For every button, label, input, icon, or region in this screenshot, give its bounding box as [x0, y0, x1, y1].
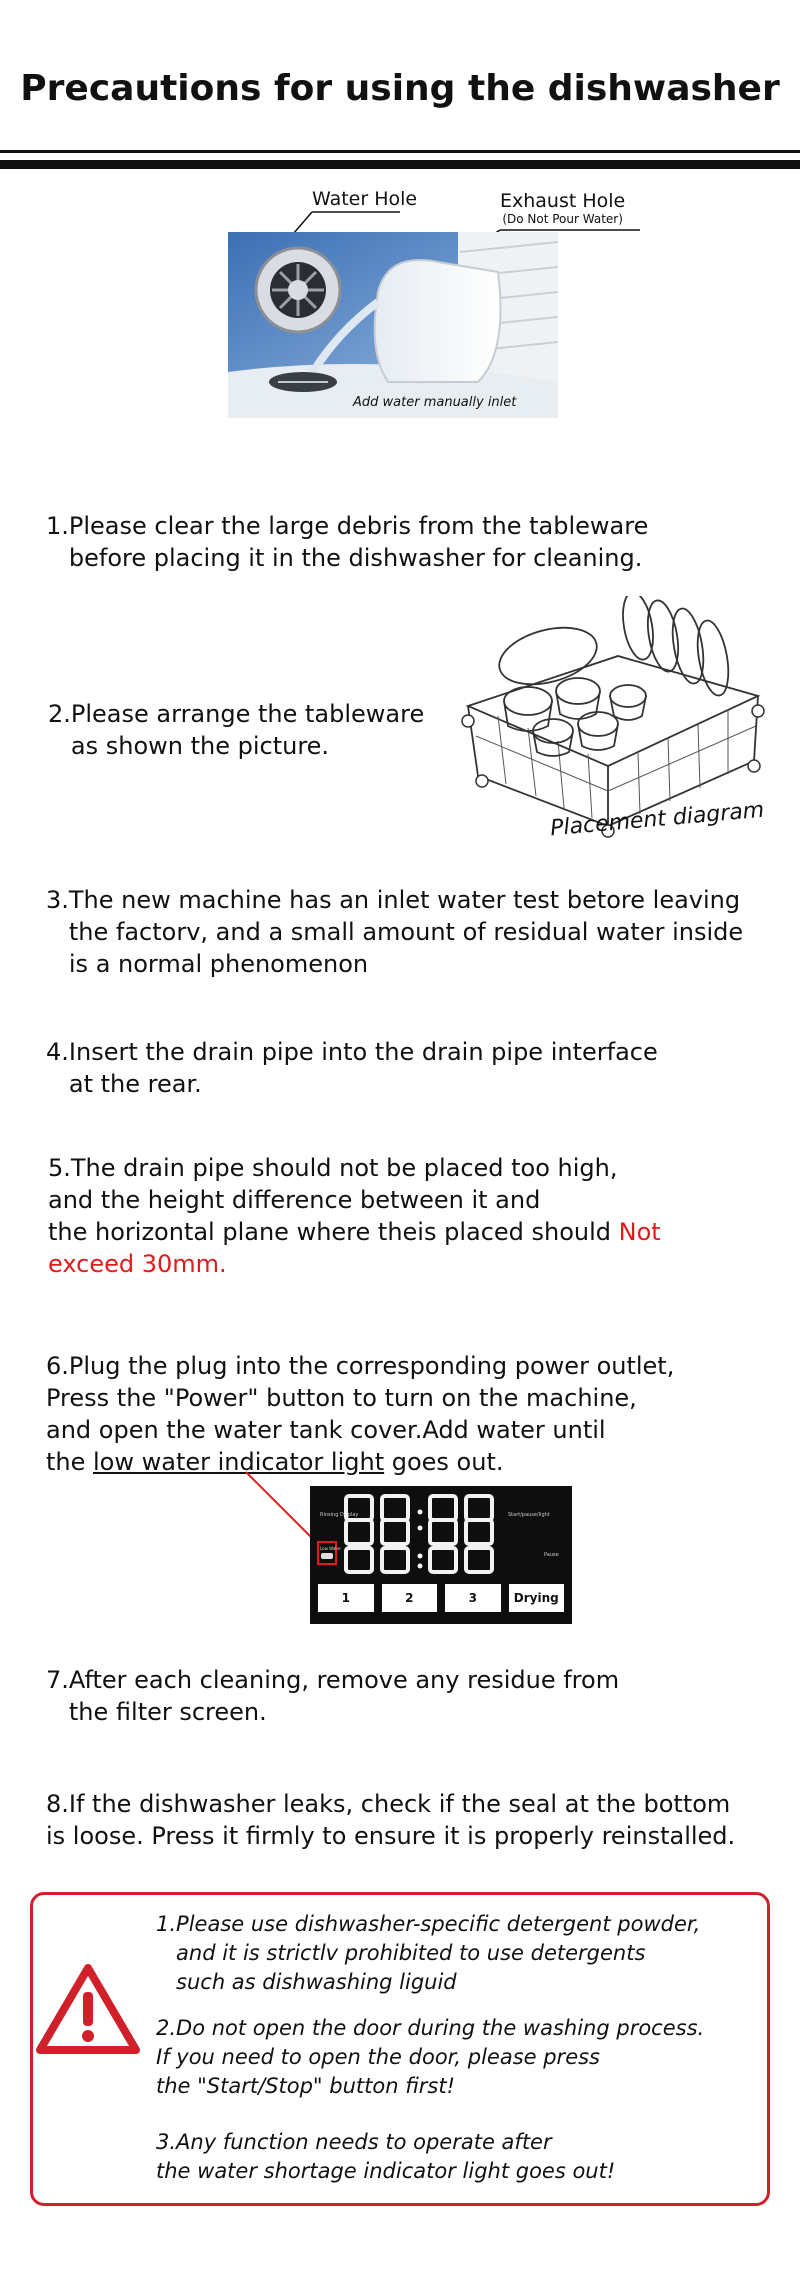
- panel-button-2[interactable]: 2: [382, 1584, 438, 1612]
- warning-item-1: 1.Please use dishwasher-specific detergent powder, and it is strictlv prohibited to use detergents such as dishwashing liguid: [156, 1912, 701, 1994]
- segment-display: [346, 1496, 492, 1572]
- step-3: 3.The new machine has an inlet water test betore leaving the factorv, and a small amount of residual water inside is a normal phenomenon: [46, 886, 744, 978]
- exhaust-hole-label: Exhaust Hole: [500, 190, 626, 212]
- panel-right-mid-label: Pause: [544, 1552, 559, 1558]
- warning-item-3: 3.Any function needs to operate after the water shortage indicator light goes out!: [156, 2130, 616, 2183]
- step-5-limit-a: Not: [618, 1218, 661, 1246]
- inlet-label: Add water manually inlet: [353, 395, 517, 410]
- step-6-tail: goes out.: [384, 1448, 504, 1476]
- panel-left-top-label: Rinsing Display: [320, 1512, 359, 1518]
- panel-button-1[interactable]: 1: [318, 1584, 374, 1612]
- exhaust-hole-note: (Do Not Pour Water): [502, 212, 623, 226]
- control-panel: [310, 1486, 572, 1624]
- step-8: 8.If the dishwasher leaks, check if the seal at the bottom is loose. Press it firmly to ensure it is properly reinstalled.: [46, 1790, 736, 1850]
- step-5-limit-b: exceed 30mm.: [48, 1250, 227, 1278]
- step-5-text: 5.The drain pipe should not be placed too high, and the height difference between it and the horizontal plane where theis placed should: [48, 1154, 618, 1246]
- low-water-indicator-icon: [321, 1553, 333, 1559]
- panel-button-3[interactable]: 3: [445, 1584, 501, 1612]
- page-title: Precautions for using the dishwasher: [20, 68, 780, 109]
- step-7: 7.After each cleaning, remove any residue from the filter screen.: [46, 1666, 620, 1726]
- low-water-indicator-label: Low Water: [320, 1546, 341, 1551]
- warning-item-2: 2.Do not open the door during the washing process. If you need to open the door, please press the "Start/Stop" button first!: [156, 2016, 705, 2098]
- panel-button-drying[interactable]: Drying: [509, 1584, 565, 1612]
- step-6-text: 6.Plug the plug into the corresponding power outlet, Press the "Power" button to turn on the machine, and open the water tank cover.Add water until the: [46, 1352, 675, 1476]
- step-6-indicator-phrase: low water indicator light: [93, 1448, 385, 1476]
- step-2: 2.Please arrange the tableware as shown the picture.: [48, 700, 425, 760]
- water-hole-label: Water Hole: [312, 188, 418, 210]
- placement-caption: Placement diagram: [549, 797, 766, 842]
- warning-triangle-icon: [34, 1962, 142, 2058]
- step-1: 1.Please clear the large debris from the tableware before placing it in the dishwasher for cleaning.: [46, 512, 649, 572]
- step-4: 4.Insert the drain pipe into the drain pipe interface at the rear.: [46, 1038, 658, 1098]
- panel-right-top-label: Start/pause/light: [508, 1512, 550, 1518]
